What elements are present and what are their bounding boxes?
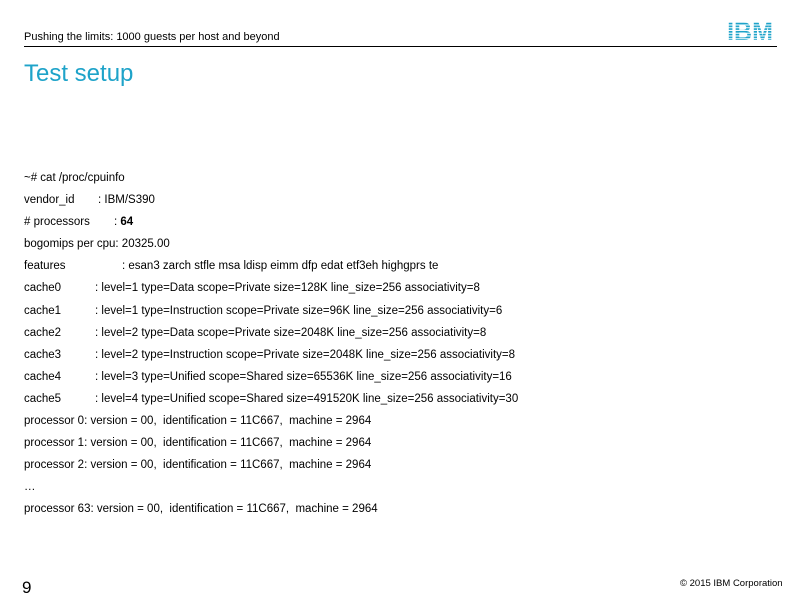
bogomips-line: bogomips per cpu: 20325.00 <box>24 238 170 251</box>
ellipsis-line: … <box>24 481 36 494</box>
features-value: : esan3 zarch stfle msa ldisp eimm dfp edat etf3eh highgprs te <box>122 260 439 273</box>
cache-line <box>24 277 764 299</box>
processors-key: # processors <box>24 216 90 229</box>
last-processor-line: processor 63: version = 00, identification = 11C667, machine = 2964 <box>24 503 378 516</box>
processors-line <box>24 211 764 233</box>
cache-value: : level=3 type=Unified scope=Shared size=65536K line_size=256 associativity=16 <box>95 370 512 383</box>
cache-value: : level=2 type=Instruction scope=Private size=2048K line_size=256 associativity=8 <box>95 348 516 361</box>
cache-key: cache5 <box>24 392 62 405</box>
cache-key: cache3 <box>24 348 62 361</box>
vendor-line <box>24 189 764 211</box>
cache-value: : level=1 type=Data scope=Private size=128K line_size=256 associativity=8 <box>95 282 480 295</box>
cache-value: : level=4 type=Unified scope=Shared size=491520K line_size=256 associativity=30 <box>95 392 519 405</box>
features-line <box>24 255 764 277</box>
cache-line <box>24 366 764 388</box>
cache-value: : level=2 type=Data scope=Private size=2048K line_size=256 associativity=8 <box>95 326 487 339</box>
processors-value: 64 <box>120 216 134 229</box>
vendor-value: : IBM/S390 <box>98 194 155 207</box>
page-number: 9 <box>22 578 32 597</box>
cache-line <box>24 300 764 322</box>
processors-separator: : <box>114 216 121 229</box>
slide-title: Test setup <box>24 60 134 87</box>
presentation-title: Pushing the limits: 1000 guests per host and beyond <box>24 31 280 43</box>
features-key: features <box>24 260 66 273</box>
ibm-logo <box>722 20 778 42</box>
header-divider <box>24 46 777 47</box>
cache-key: cache0 <box>24 282 62 295</box>
cache-value: : level=1 type=Instruction scope=Private size=96K line_size=256 associativity=6 <box>95 304 503 317</box>
cache-key: cache2 <box>24 326 62 339</box>
vendor-key: vendor_id <box>24 194 75 207</box>
svg-text:IBM: IBM <box>727 20 773 42</box>
cache-line <box>24 322 764 344</box>
command-line: ~# cat /proc/cpuinfo <box>24 172 125 184</box>
copyright-notice: © 2015 IBM Corporation <box>680 578 783 589</box>
cpuinfo-listing <box>24 167 764 521</box>
cache-key: cache1 <box>24 304 62 317</box>
cache-line <box>24 344 764 366</box>
cache-key: cache4 <box>24 370 62 383</box>
processor-line: processor 1: version = 00, identification = 11C667, machine = 2964 <box>24 437 372 450</box>
cache-line <box>24 388 764 410</box>
processor-line: processor 2: version = 00, identification = 11C667, machine = 2964 <box>24 459 372 472</box>
processor-line: processor 0: version = 00, identification = 11C667, machine = 2964 <box>24 415 372 428</box>
